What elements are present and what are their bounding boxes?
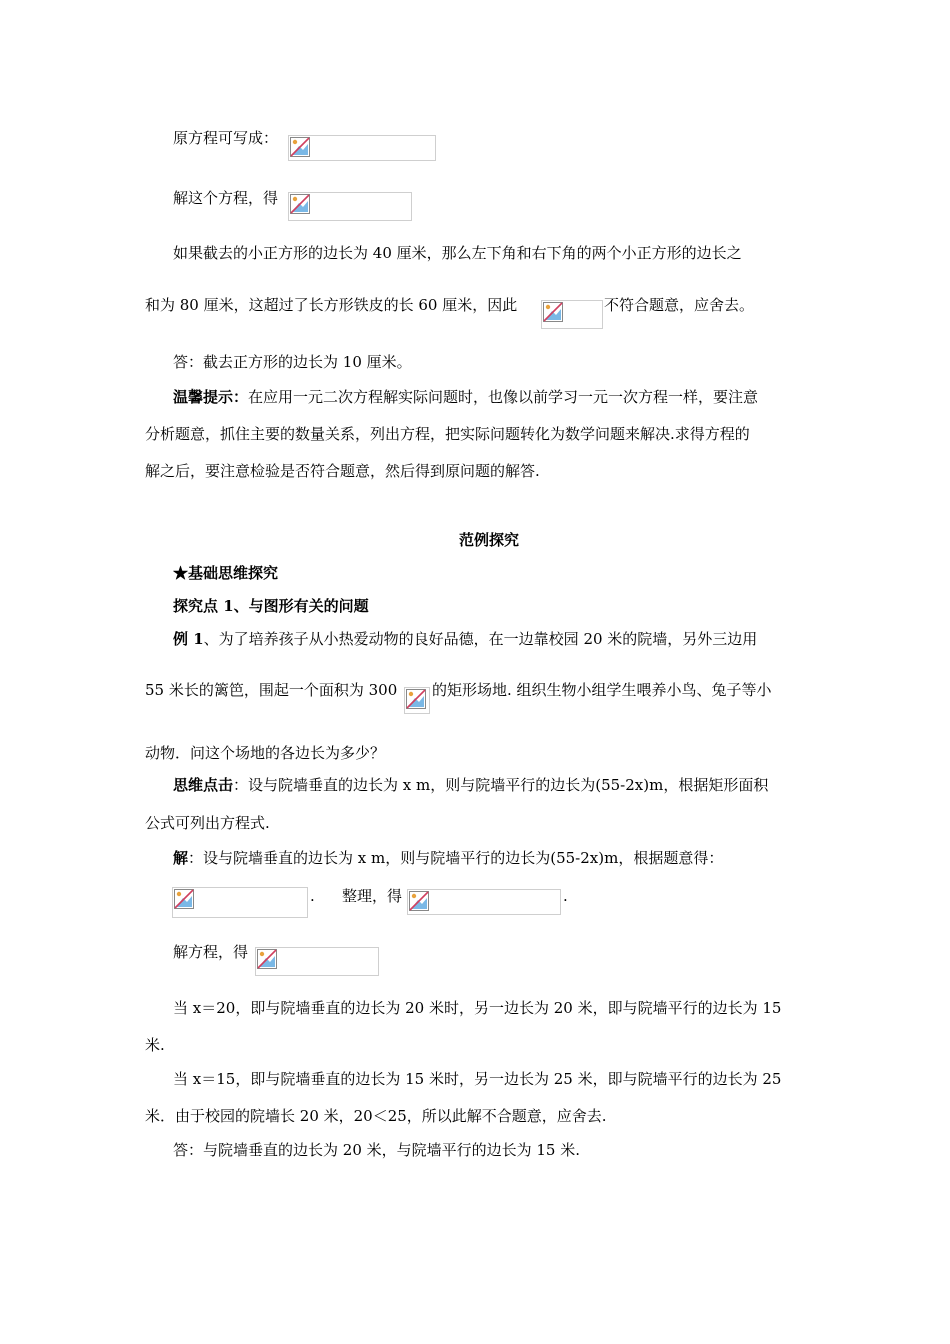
solution-label: 解 bbox=[173, 849, 189, 867]
broken-image-icon bbox=[290, 194, 310, 214]
broken-image-icon bbox=[543, 302, 563, 322]
solution-text: ：设与院墙垂直的边长为 x m，则与院墙平行的边长为(55-2x)m，根据题意得： bbox=[188, 849, 724, 867]
tip-text: 在应用一元二次方程解实际问题时，也像以前学习一元一次方程一样，要注意 bbox=[248, 388, 759, 406]
hint-line1 bbox=[173, 775, 768, 795]
case1-line2: 米. bbox=[145, 1036, 165, 1054]
example-line2b: 的矩形场地. 组织生物小组学生喂养小鸟、兔子等小 bbox=[432, 681, 772, 699]
answer1: 答：截去正方形的边长为 10 厘米。 bbox=[173, 353, 412, 371]
equation-image-placeholder bbox=[407, 889, 561, 915]
equation-image-placeholder bbox=[288, 135, 436, 161]
broken-image-icon bbox=[290, 137, 310, 157]
point-title: 探究点 1、与图形有关的问题 bbox=[173, 597, 369, 615]
solution-line1 bbox=[173, 848, 723, 868]
case2-line2: 米．由于校园的院墙长 20 米，20＜25，所以此解不合题意，应舍去. bbox=[145, 1107, 607, 1125]
example-label: 例 1 bbox=[173, 630, 204, 648]
solution-dot1: . bbox=[310, 887, 315, 905]
equation-image-placeholder bbox=[255, 947, 379, 976]
tip-line3: 解之后，要注意检验是否符合题意，然后得到原问题的解答. bbox=[145, 462, 540, 480]
hint-label: 思维点击 bbox=[173, 776, 234, 794]
solution-organize: 整理，得 bbox=[342, 887, 403, 905]
equation-image-placeholder bbox=[172, 887, 308, 918]
tip-line2: 分析题意，抓住主要的数量关系，列出方程，把实际问题转化为数学问题来解决.求得方程的 bbox=[145, 425, 750, 443]
solution-dot2: . bbox=[563, 887, 568, 905]
example-line3: 动物．问这个场地的各边长为多少？ bbox=[145, 744, 386, 762]
para1-line2a: 和为 80 厘米，这超过了长方形铁皮的长 60 厘米，因此 bbox=[145, 296, 518, 314]
para1-line2b: 不符合题意，应舍去。 bbox=[604, 296, 755, 314]
text-solve: 解这个方程，得 bbox=[173, 189, 279, 207]
hint-line2: 公式可列出方程式. bbox=[145, 814, 270, 832]
unit-image-placeholder bbox=[404, 687, 430, 714]
text-rewrite: 原方程可写成： bbox=[173, 129, 279, 147]
example-text: 、为了培养孩子从小热爱动物的良好品德，在一边靠校园 20 米的院墙，另外三边用 bbox=[203, 630, 758, 648]
equation-image-placeholder bbox=[288, 192, 412, 221]
hint-text: ：设与院墙垂直的边长为 x m，则与院墙平行的边长为(55-2x)m，根据矩形面积 bbox=[233, 776, 769, 794]
broken-image-icon bbox=[257, 949, 277, 969]
example-line2a: 55 米长的篱笆，围起一个面积为 300 bbox=[145, 681, 398, 699]
subsection-title: ★基础思维探究 bbox=[173, 564, 279, 582]
broken-image-icon bbox=[409, 891, 429, 911]
section-title: 范例探究 bbox=[458, 531, 519, 549]
equation-image-placeholder bbox=[541, 300, 603, 329]
tip-line1 bbox=[173, 387, 758, 407]
broken-image-icon bbox=[406, 689, 426, 709]
case2-line1: 当 x＝15，即与院墙垂直的边长为 15 米时，另一边长为 25 米，即与院墙平行的边长为 25 bbox=[173, 1070, 782, 1088]
tip-label: 温馨提示： bbox=[173, 388, 249, 406]
case1-line1: 当 x＝20，即与院墙垂直的边长为 20 米时，另一边长为 20 米，即与院墙平行的边长为 15 bbox=[173, 999, 782, 1017]
example-line1 bbox=[173, 629, 757, 649]
broken-image-icon bbox=[174, 889, 194, 909]
solution-solve: 解方程，得 bbox=[173, 943, 249, 961]
para1-line1: 如果截去的小正方形的边长为 40 厘米，那么左下角和右下角的两个小正方形的边长之 bbox=[173, 244, 742, 262]
answer2: 答：与院墙垂直的边长为 20 米，与院墙平行的边长为 15 米. bbox=[173, 1141, 581, 1159]
